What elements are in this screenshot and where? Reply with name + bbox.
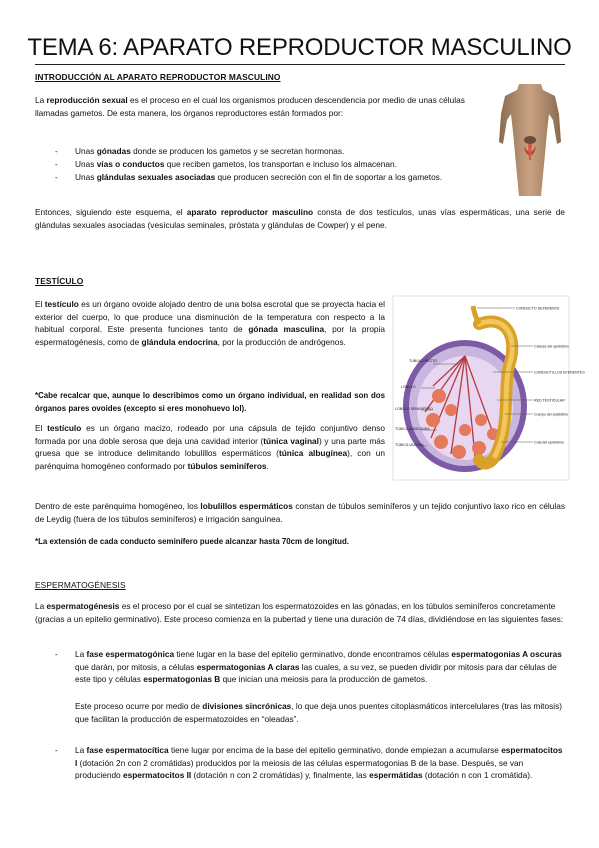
fase-espermatocitica-text: La fase espermatocítica tiene lugar por encima de la base del epitelio germinativo, donde empiezan a acumularse espermatocitos I (dotación 2n con 2 cromátidas) producidos por la meiosis de las células espermatogonias B de la base. Después, se van produciendo espermatocitos II (dotación n con 2 cromátidas) y, finalmente, las espermátidas (dotación n con 1 cromátida). bbox=[75, 745, 563, 781]
testiculo-note-2: *La extensión de cada conducto seminífero puede alcanzar hasta 70cm de longitud. bbox=[35, 537, 349, 546]
label-conductillos-eferentes: CONDUCTILLOS EFERENTES bbox=[534, 370, 585, 375]
label-cuerpo-epididimo: Cuerpo del epidídimo bbox=[534, 412, 569, 417]
testiculo-note-1: *Cabe recalcar que, aunque lo describimos como un órgano individual, en realidad son dos órganos pares ovoides (excepto si eres monohuevo lol). bbox=[35, 391, 385, 413]
testiculo-paragraph-1: El testículo es un órgano ovoide alojado dentro de una bolsa escrotal que se proyecta hacia el exterior del cuerpo, lo que produce una disminución de la temperatura con respecto a la habitual corporal. Este presenta funciones tanto de gónada masculina, por la propia espermatogénesis, como de glándula endocrina, por la producción de andrógenos. bbox=[35, 299, 385, 347]
label-conducto-deferente: CONDUCTO DEFERENTE bbox=[516, 306, 560, 311]
intro-heading: INTRODUCCIÓN AL APARATO REPRODUCTOR MASCULINO bbox=[35, 72, 281, 82]
testis-anatomy-diagram bbox=[393, 296, 585, 480]
label-cola-epididimo: Cola del epidídimo bbox=[534, 440, 564, 445]
testiculo-paragraph-2: El testículo es un órgano macizo, rodeado por una cápsula de tejido conjuntivo denso formada por una doble serosa que deja una cavidad interior (túnica vaginal) y una parte más gruesa que se introduce delimitando lobulillos espermáticos (túnica albugínea), con un parénquima homogéneo conformado por túbulos seminíferos. bbox=[35, 423, 386, 471]
document-page: TEMA 6: APARATO REPRODUCTOR MASCULINO INTRODUCCIÓN AL APARATO REPRODUCTOR MASCULINO La reproducción sexual es el proceso en el cual los organismos producen descendencia por medio de unas células llamadas gametos. De esta manera, los órganos reproductores están formados por: - Unas gónadas donde se producen los gametos y se secretan hormonas. - Unas vías o conductos que reciben gametos, los transportan e incluso los almacenan. - Unas glándulas sexuales asociadas que producen secreción con el fin de soportar a los gametos. Entonces, siguiendo este esquema, el aparato reproductor masculino consta de dos testículos, unas vías espermáticas, una serie de glándulas sexuales asociadas (vesículas seminales, próstata y glándulas de Cowper) y el pene. TESTÍCULO El testículo es un órgano ovoide alojado dentro de una bolsa escrotal que se proyecta hacia el exterior del cuerpo, lo que produce una disminución de la temperatura con respecto a la habitual corporal. Este presenta funciones tanto de gónada masculina, por la propia espermatogénesis, como de glándula endocrina, por la producción de andrógenos. *Cabe recalcar que, aunque lo describimos como un órgano individual, en realidad son dos órganos pares ovoides (excepto si eres monohuevo lol). El testículo es un órgano macizo, rodeado por una cápsula de tejido conjuntivo denso formada por una doble serosa que deja una cavidad interior (túnica vaginal) y una parte más gruesa que se introduce delimitando lobulillos espermáticos (túnica albugínea), con un parénquima homogéneo conformado por túbulos seminíferos. CONDUCTO DEFERENTE Cabeza del epidídimo TÚBULO RECTO CONDUCTILLOS EFERENTES LÓBULO RED TESTICULAR Cuerpo del epidídimo LÓBULO SEMINÍFERO TÚNICA ALBUGÍNEA Cola del epidídimo TÚNICA VAGINAL Dentro de este parénquima homogéneo, los lobulillos espermáticos constan de túbulos seminíferos y un tejido conjuntivo laxo rico en células de Leydig (fuera de los túbulos seminíferos) e irrigación sanguínea. *La extensión de cada conducto seminífero puede alcanzar hasta 70cm de longitud. ESPERMATOGÉNESIS La espermatogénesis es el proceso por el cual se sintetizan los espermatozoides en las gónadas, en los túbulos seminíferos concretamente (gracias a un epitelio germinativo). Este proceso comienza en la pubertad y tiene una duración de 74 días, dividiéndose en las siguientes fases: - La fase espermatogónica tiene lugar en la base del epitelio germinativo, donde encontramos células espermatogonias A oscuras que darán, por mitosis, a células espermatogonias A claras las cuales, a su vez, se pueden dividir por mitosis para dar células de este tipo y células espermatogonias B que inician una meiosis para la producción de gametos. Este proceso ocurre por medio de divisiones sincrónicas, lo que deja unos puentes citoplasmáticos intercelulares (tras las mitosis) que facilitan la producción de espermatozoides en “oleadas”. - La fase espermatocítica tiene lugar por encima de la base del epitelio germinativo, donde empiezan a acumularse espermatocitos I (dotación 2n con 2 cromátidas) producidos por la meiosis de las células espermatogonias B de la base. Después, se van produciendo espermatocitos II (dotación n con 2 cromátidas) y, finalmente, las espermátidas (dotación n con 1 cromátida). bbox=[0, 0, 599, 848]
intro-paragraph-2: Entonces, siguiendo este esquema, el aparato reproductor masculino consta de dos testículos, unas vías espermáticas, una serie de glándulas sexuales asociadas (vesículas seminales, próstata y glándulas de Cowper) y el pene. bbox=[35, 207, 565, 230]
label-tunica-vaginal: TÚNICA VAGINAL bbox=[395, 443, 425, 447]
label-tunica-albuginea: TÚNICA ALBUGÍNEA bbox=[395, 427, 430, 431]
list-bullet: - bbox=[55, 159, 58, 169]
intro-paragraph-1: La reproducción sexual es el proceso en el cual los organismos producen descendencia por medio de unas células llamadas gametos. De esta manera, los órganos reproductores están formados por: bbox=[35, 95, 465, 118]
list-bullet: - bbox=[55, 146, 58, 156]
testiculo-heading: TESTÍCULO bbox=[35, 276, 84, 286]
male-body-illustration bbox=[497, 84, 563, 196]
fase-espermatogonica-text-2: Este proceso ocurre por medio de divisiones sincrónicas, lo que deja unos puentes citoplasmáticos intercelulares (tras las mitosis) que facilitan la producción de espermatozoides en “oleadas”. bbox=[75, 701, 562, 724]
label-lobulo: LÓBULO bbox=[401, 385, 416, 389]
label-tubulo-recto: TÚBULO RECTO bbox=[409, 359, 438, 363]
espermatogenesis-paragraph-1: La espermatogénesis es el proceso por el cual se sintetizan los espermatozoides en las gónadas, en los túbulos seminíferos concretamente (gracias a un epitelio germinativo). Este proceso comienza en la pubertad y tiene una duración de 74 días, dividiéndose en las siguientes fases: bbox=[35, 601, 564, 624]
espermatogenesis-heading: ESPERMATOGÉNESIS bbox=[35, 580, 126, 590]
title-underline bbox=[35, 64, 565, 65]
testiculo-paragraph-3: Dentro de este parénquima homogéneo, los lobulillos espermáticos constan de túbulos seminíferos y un tejido conjuntivo laxo rico en células de Leydig (fuera de los túbulos seminíferos) e irrigación sanguínea. bbox=[35, 501, 565, 524]
list-bullet: - bbox=[55, 745, 58, 755]
fase-espermatogonica-text: La fase espermatogónica tiene lugar en la base del epitelio germinativo, donde encontramos células espermatogonias A oscuras que darán, por mitosis, a células espermatogonias A claras las cuales, a su vez, se pueden dividir por mitosis para dar células de este tipo y células espermatogonias B que inician una meiosis para la producción de gametos. bbox=[75, 649, 562, 685]
label-red-testicular: RED TESTICULAR bbox=[534, 398, 565, 403]
label-lobulo-seminifero: LÓBULO SEMINÍFERO bbox=[395, 407, 433, 411]
list-bullet: - bbox=[55, 172, 58, 182]
list-bullet: - bbox=[55, 649, 58, 659]
page-title: TEMA 6: APARATO REPRODUCTOR MASCULINO bbox=[27, 34, 572, 61]
label-cabeza-epididimo: Cabeza del epidídimo bbox=[534, 344, 569, 349]
